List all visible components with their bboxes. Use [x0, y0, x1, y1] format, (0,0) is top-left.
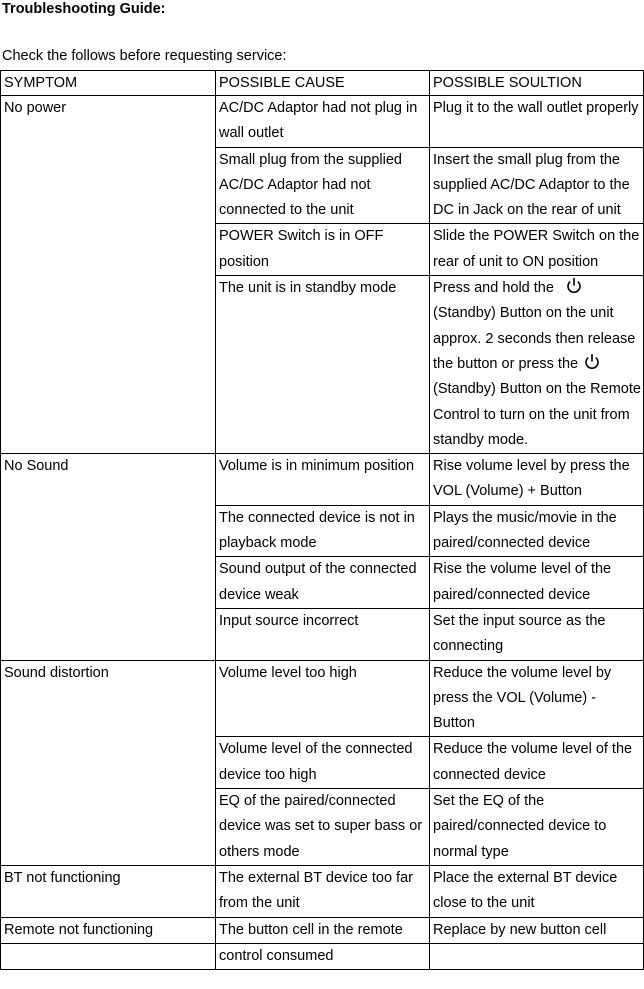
header-cause: POSSIBLE CAUSE — [216, 71, 430, 96]
cause-cell: Volume level of the connected device too high — [216, 737, 430, 789]
symptom-bt-not-functioning: BT not functioning — [1, 865, 216, 917]
cause-cell: The button cell in the remote — [216, 917, 430, 943]
symptom-no-power: No power — [1, 96, 216, 454]
solution-cell — [430, 276, 644, 454]
solution-cell: Slide the POWER Switch on the rear of unit to ON position — [430, 224, 644, 276]
solution-cell: Reduce the volume level of the connected device — [430, 737, 644, 789]
cause-cell: control consumed — [216, 943, 430, 969]
empty-cell — [430, 943, 644, 969]
solution-cell: Place the external BT device close to the unit — [430, 865, 644, 917]
table-row — [1, 454, 644, 506]
table-row — [1, 865, 644, 917]
solution-cell: Plug it to the wall outlet properly — [430, 96, 644, 148]
solution-text: (Standby) Button on the unit approx. 2 seconds then release the button or press the — [433, 305, 636, 372]
troubleshooting-table — [0, 70, 644, 970]
solution-cell: Insert the small plug from the supplied AC/DC Adaptor to the DC in Jack on the rear of unit — [430, 147, 644, 224]
table-row — [1, 96, 644, 148]
table-row — [1, 917, 644, 943]
intro-text: Check the follows before requesting service: — [2, 48, 287, 64]
table-row — [1, 943, 644, 969]
solution-cell: Rise the volume level of the paired/connected device — [430, 557, 644, 609]
header-symptom: SYMPTOM — [1, 71, 216, 96]
cause-cell: Volume level too high — [216, 660, 430, 737]
cause-cell: POWER Switch is in OFF position — [216, 224, 430, 276]
power-standby-icon — [564, 277, 584, 294]
solution-cell: Rise volume level by press the VOL (Volume) + Button — [430, 454, 644, 506]
solution-cell: Set the EQ of the paired/connected device to normal type — [430, 789, 644, 866]
empty-cell — [1, 943, 216, 969]
symptom-no-sound: No Sound — [1, 454, 216, 660]
solution-cell: Plays the music/movie in the paired/connected device — [430, 505, 644, 557]
cause-cell: AC/DC Adaptor had not plug in wall outlet — [216, 96, 430, 148]
table-row — [1, 660, 644, 737]
cause-cell: Small plug from the supplied AC/DC Adaptor had not connected to the unit — [216, 147, 430, 224]
symptom-remote-not-functioning: Remote not functioning — [1, 917, 216, 943]
power-standby-icon — [582, 353, 602, 370]
cause-cell: Input source incorrect — [216, 608, 430, 660]
table-header-row — [1, 71, 644, 96]
cause-cell: The connected device is not in playback mode — [216, 505, 430, 557]
cause-cell: EQ of the paired/connected device was set to super bass or others mode — [216, 789, 430, 866]
cause-cell: Sound output of the connected device weak — [216, 557, 430, 609]
header-solution: POSSIBLE SOULTION — [430, 71, 644, 96]
cause-cell: The external BT device too far from the unit — [216, 865, 430, 917]
solution-cell: Replace by new button cell — [430, 917, 644, 943]
solution-text: Press and hold the — [433, 280, 554, 297]
solution-cell: Set the input source as the connecting — [430, 608, 644, 660]
page-title: Troubleshooting Guide: — [2, 1, 166, 17]
solution-text: (Standby) Button on the Remote Control to turn on the unit from standby mode. — [433, 381, 641, 448]
cause-cell: Volume is in minimum position — [216, 454, 430, 506]
cause-cell: The unit is in standby mode — [216, 276, 430, 454]
solution-cell: Reduce the volume level by press the VOL (Volume) - Button — [430, 660, 644, 737]
symptom-sound-distortion: Sound distortion — [1, 660, 216, 865]
